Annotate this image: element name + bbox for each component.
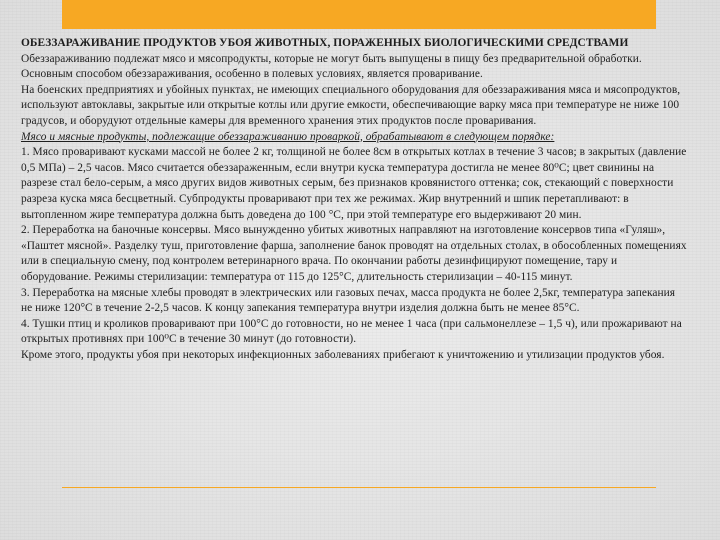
procedure-heading: Мясо и мясные продукты, подлежащие обеззараживанию проваркой, обрабатывают в следующем порядке: [21,130,555,143]
procedure-item-meat: 1. Мясо проваривают кусками массой не более 2 кг, толщиной не более 8см в открытых котлах в течение 3 часов; в закрытых (давление 0,5 МПа) – 2,5 часов. Мясо считается обеззараженным, если внутри куска температура достигла не менее 80⁰С; цвет свинины на разрезе стал бело-серым, а мясо других видов животных серым, без признаков кровянистого оттенка; сок, стекающий с поверхности разреза куска мяса бесцветный. Субпродукты проваривают при тех же режимах. Жир внутренний и шпик перетапливают: в вытопленном жире температура должна быть доведена до 100 °С, при этой температуре его выдерживают 20 мин. [21,146,687,221]
procedure-item-canned: 2. Переработка на баночные консервы. Мясо вынужденно убитых животных направляют на изготовление консервов типа «Гуляш», «Паштет мясной». Разделку туш, приготовление фарша, заполнение банок проводят на отдельных столах, в обособленных помещениях или в специальную смену, под контролем ветеринарного врача. По окончании работы дезинфицируют помещение, тару и оборудование. Режимы стерилизации: температура от 115 до 125°С, длительность стерилизации – 40-115 минут. [21,224,687,283]
top-accent-bar [62,0,656,29]
slide-title: ОБЕЗЗАРАЖИВАНИЕ ПРОДУКТОВ УБОЯ ЖИВОТНЫХ, ПОРАЖЕННЫХ БИОЛОГИЧЕСКИМИ СРЕДСТВАМИ [21,37,629,49]
enterprises-paragraph: На боенских предприятиях и убойных пунктах, не имеющих специального оборудования для обеззараживания мяса и мясопродуктов, используют автоклавы, закрытые или открытые котлы или другие емкости, обеспечивающие варку мяса при температуре не ниже 100 градусов, и оборудуют отдельные камеры для временного хранения этих продуктов после проваривания. [21,83,681,127]
closing-paragraph: Кроме этого, продукты убоя при некоторых инфекционных заболеваниях прибегают к уничтожению и утилизации продуктов убоя. [21,348,665,361]
slide-body [21,36,689,363]
bottom-accent-line [62,487,656,488]
intro-paragraph: Обеззараживанию подлежат мясо и мясопродукты, которые не могут быть выпущены в пищу без предварительной обработки. Основным способом обеззараживания, особенно в полевых условиях, является проваривание. [21,52,642,81]
procedure-item-meat-loaf: 3. Переработка на мясные хлебы проводят в электрических или газовых печах, масса продукта не более 2,5кг, температура запекания не ниже 120°С в течение 2-2,5 часов. К концу запекания температура внутри изделия должна быть не менее 85°С. [21,286,676,315]
procedure-item-poultry: 4. Тушки птиц и кроликов проваривают при 100°С до готовности, но не менее 1 часа (при сальмонеллезе – 1,5 ч), или прожаривают на открытых противнях при 100⁰С в течение 30 минут (до готовности). [21,317,682,346]
